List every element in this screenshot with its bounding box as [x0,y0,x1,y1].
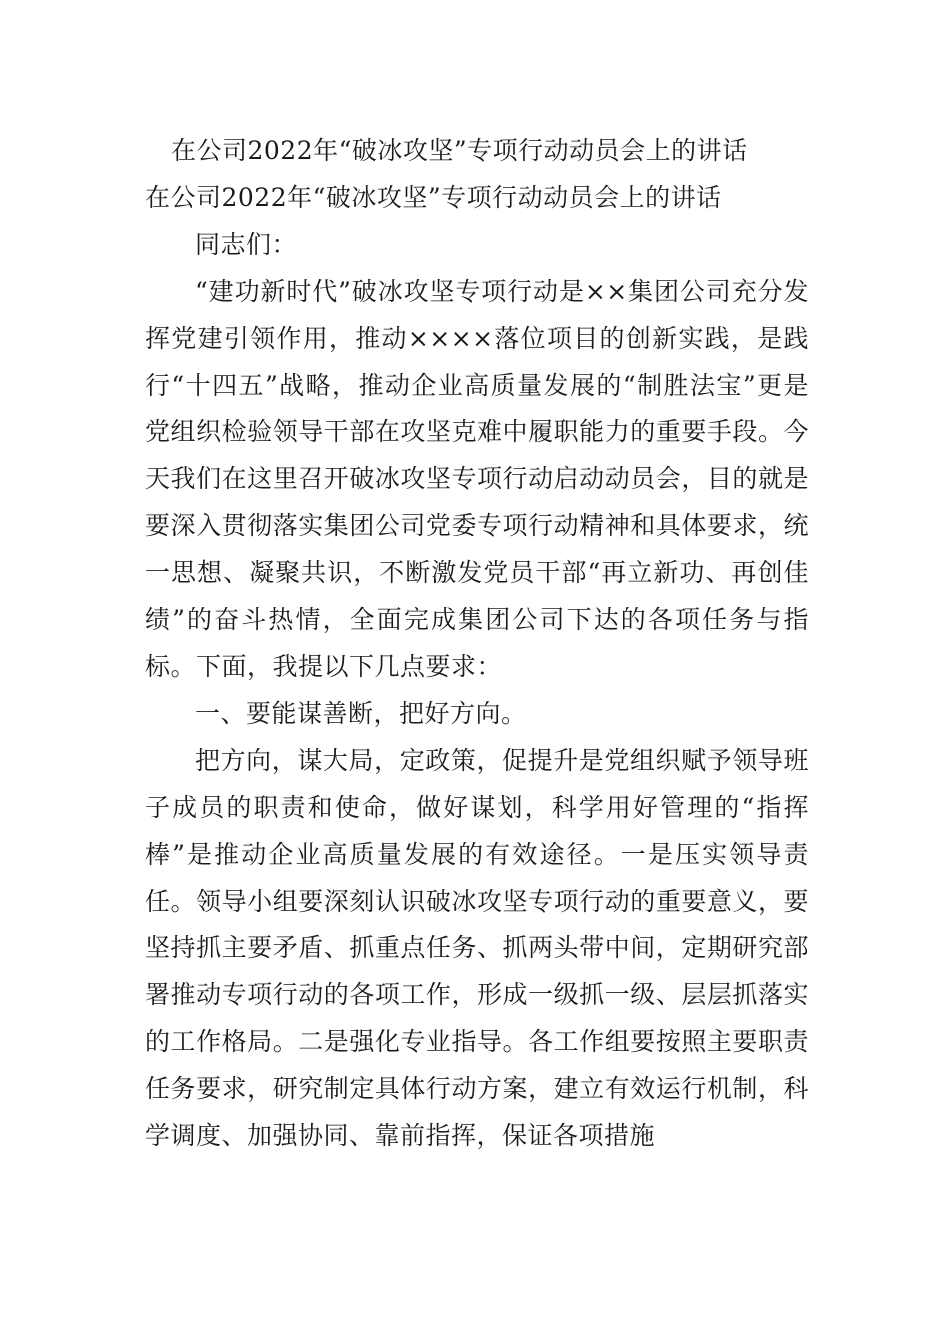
document-title: 在公司2022年“破冰攻坚”专项行动动员会上的讲话 [171,136,748,165]
document-body [145,128,809,1160]
section-heading-1: 一、要能谋善断，把好方向。 [195,698,527,728]
paragraph-section-1: 把方向，谋大局，定政策，促提升是党组织赋予领导班子成员的职责和使命，做好谋划，科学用好管理的“指挥棒”是推动企业高质量发展的有效途径。一是压实领导责任。领导小组要深刻认识破冰攻坚专项行动的重要意义，要坚持抓主要矛盾、抓重点任务、抓两头带中间，定期研究部署推动专项行动的各项工作，形成一级抓一级、层层抓落实的工作格局。二是强化专业指导。各工作组要按照主要职责任务要求，研究制定具体行动方案，建立有效运行机制，科学调度、加强协同、靠前指挥，保证各项措施 [145,745,809,1151]
document-title-repeat: 在公司2022年“破冰攻坚”专项行动动员会上的讲话 [145,182,722,212]
salutation: 同志们： [195,229,298,259]
paragraph-intro: “建功新时代”破冰攻坚专项行动是××集团公司充分发挥党建引领作用，推动××××落位项目的创新实践，是践行“十四五”战略，推动企业高质量发展的“制胜法宝”更是党组织检验领导干部在攻坚克难中履职能力的重要手段。今天我们在这里召开破冰攻坚专项行动启动动员会，目的就是要深入贯彻落实集团公司党委专项行动精神和具体要求，统一思想、凝聚共识，不断激发党员干部“再立新功、再创佳绩”的奋斗热情，全面完成集团公司下达的各项任务与指标。下面，我提以下几点要求： [145,276,809,681]
